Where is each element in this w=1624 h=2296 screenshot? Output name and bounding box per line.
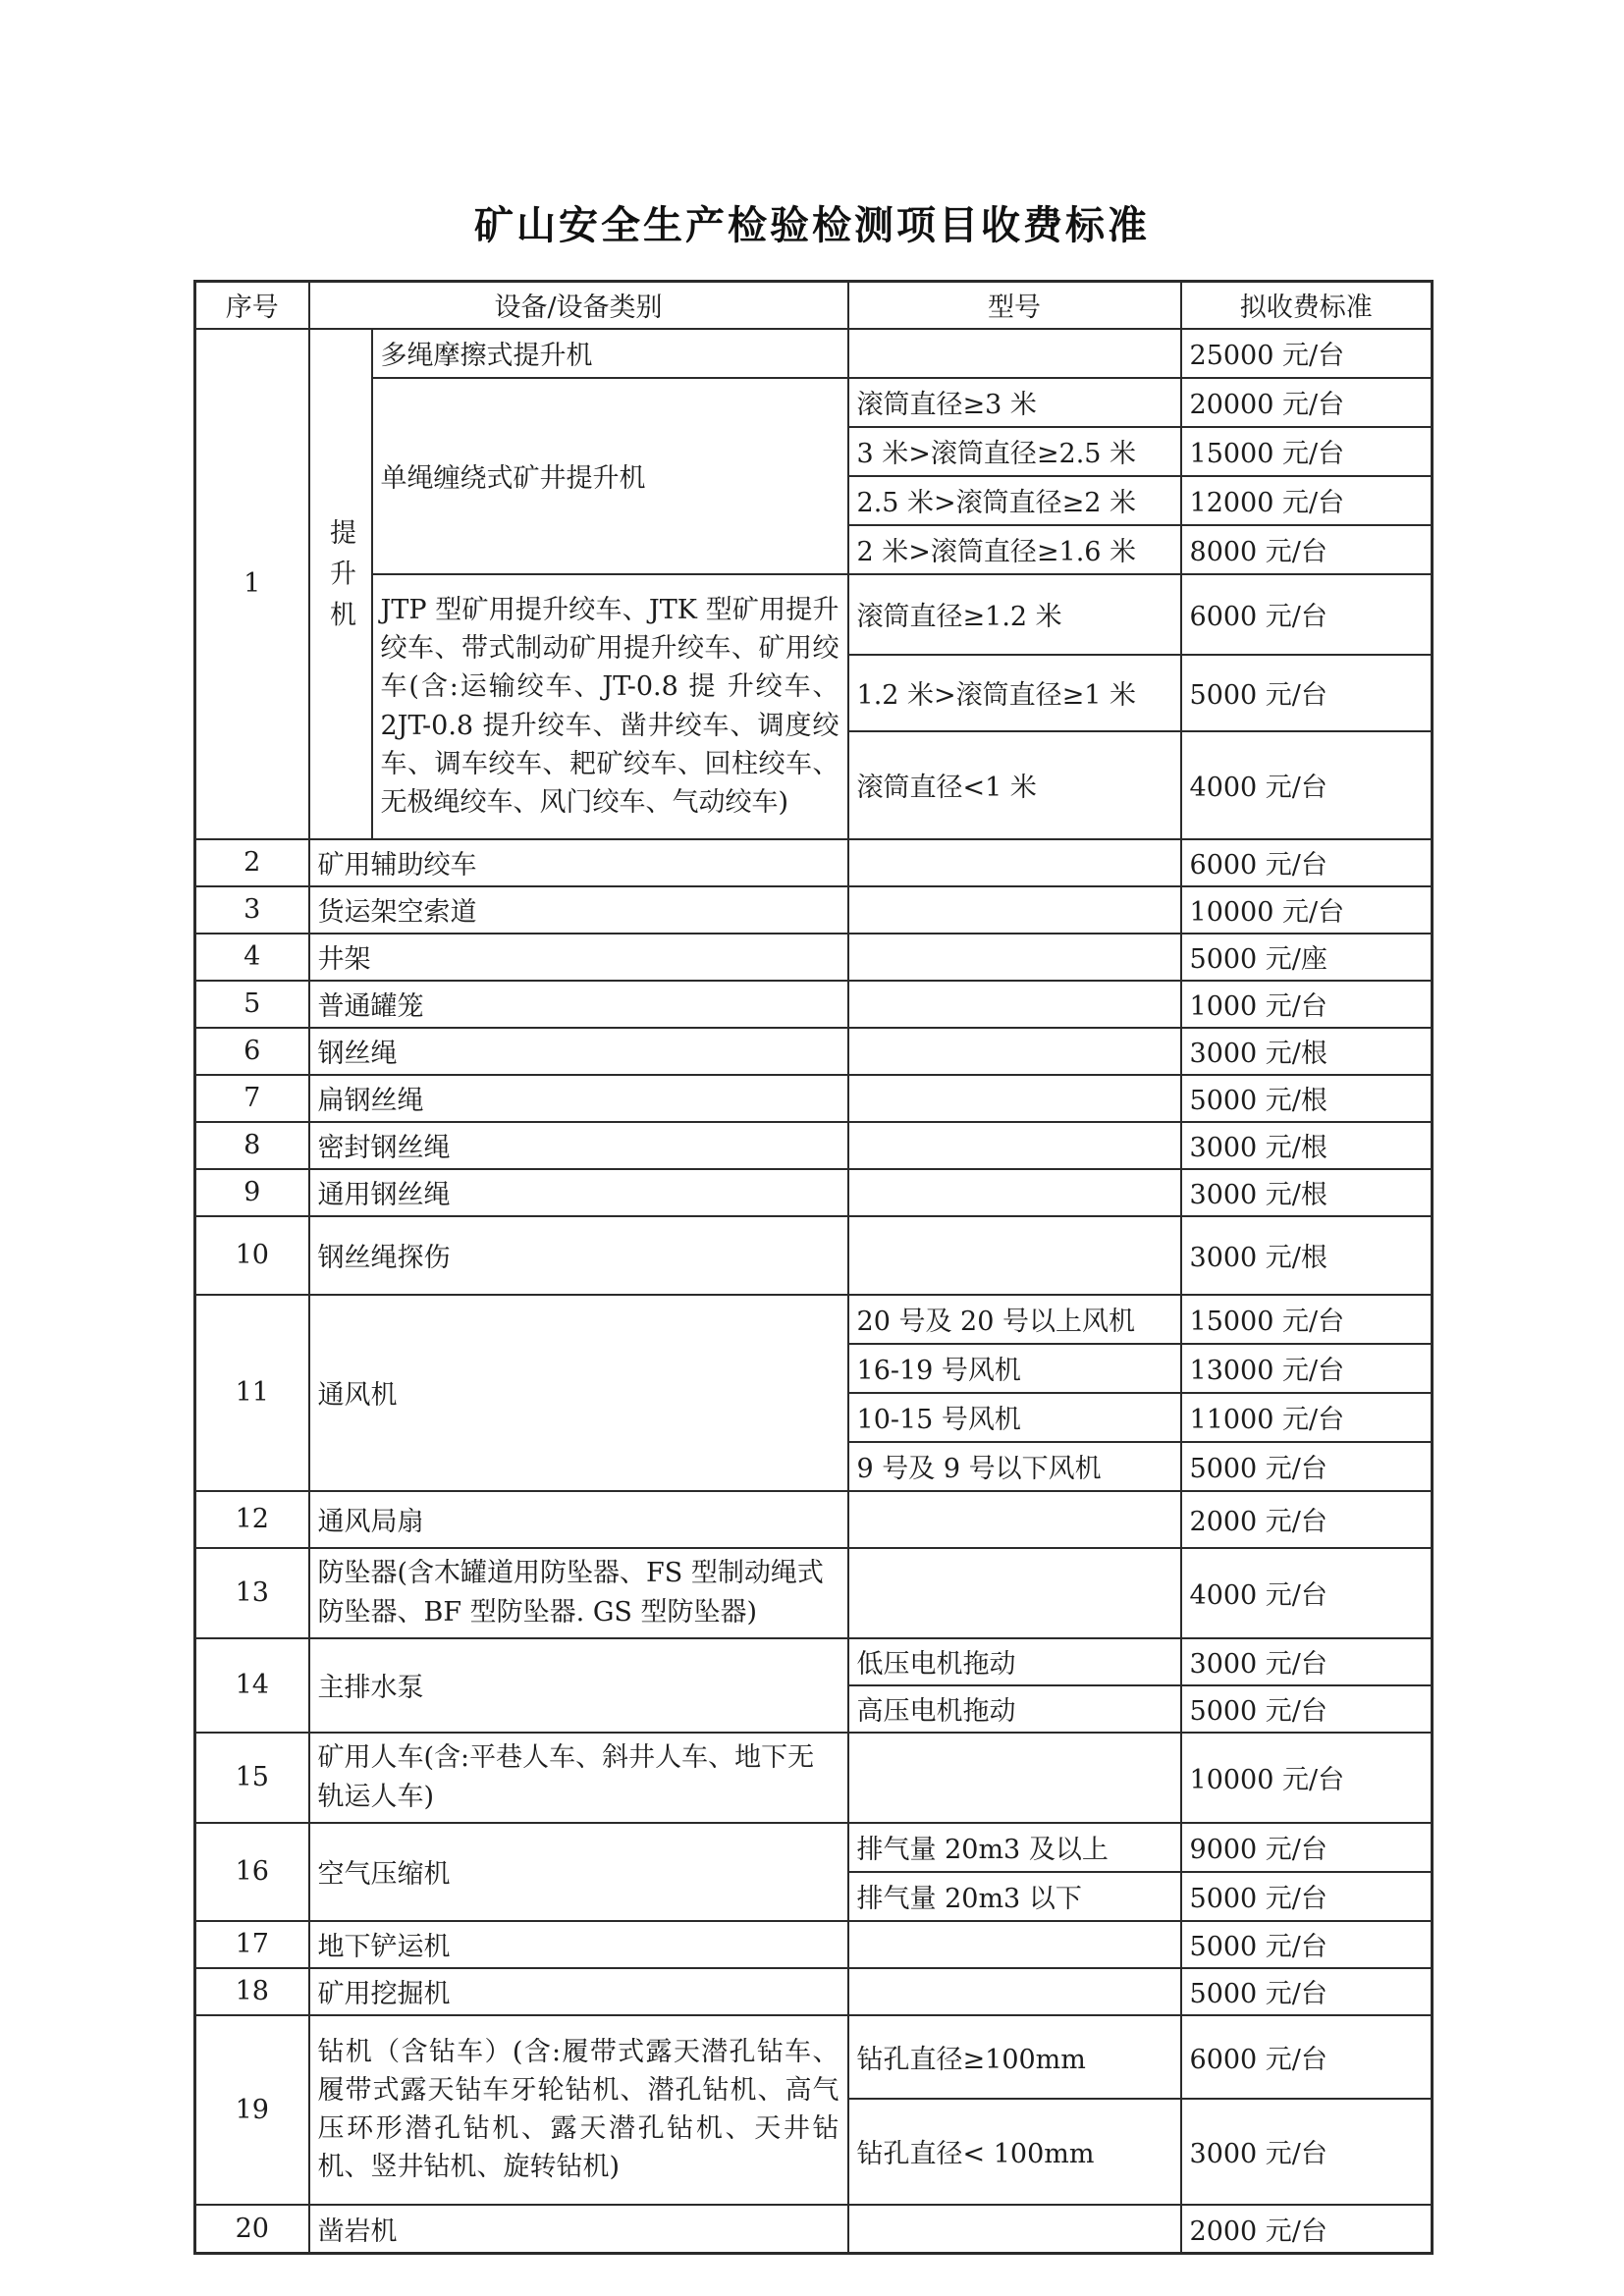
cell-model-empty [848, 1548, 1181, 1638]
table-row [195, 329, 1433, 378]
table-row [195, 839, 1433, 886]
cell-model: 钻孔直径< 100mm [848, 2099, 1181, 2205]
cell-equipment: 主排水泵 [309, 1638, 848, 1733]
table-row [195, 1491, 1433, 1548]
cell-fee: 25000 元/台 [1181, 329, 1433, 378]
cell-equipment: 矿用挖掘机 [309, 1968, 848, 2015]
cell-model-empty [848, 1733, 1181, 1823]
cell-fee: 15000 元/台 [1181, 1295, 1433, 1344]
cell-fee: 4000 元/台 [1181, 731, 1433, 839]
cell-equipment: 货运架空索道 [309, 886, 848, 934]
cell-model-empty [848, 886, 1181, 934]
cell-category-vertical [309, 329, 372, 839]
cell-no: 6 [195, 1028, 309, 1075]
cell-fee: 3000 元/根 [1181, 1028, 1433, 1075]
cell-equipment: 空气压缩机 [309, 1823, 848, 1921]
cell-fee: 13000 元/台 [1181, 1344, 1433, 1393]
table-row [195, 886, 1433, 934]
cell-model: 低压电机拖动 [848, 1638, 1181, 1685]
cell-fee: 5000 元/台 [1181, 1685, 1433, 1733]
cell-fee: 5000 元/台 [1181, 1921, 1433, 1968]
cell-no: 5 [195, 981, 309, 1028]
cell-model: 2 米>滚筒直径≥1.6 米 [848, 525, 1181, 574]
cell-fee: 15000 元/台 [1181, 427, 1433, 476]
cell-equipment: 钻机（含钻车）(含:履带式露天潜孔钻车、履带式露天钻车牙轮钻机、潜孔钻机、高气压环形潜孔钻机、露天潜孔钻机、天井钻机、竖井钻机、旋转钻机) [309, 2015, 848, 2205]
table-row [195, 1638, 1433, 1685]
table-row [195, 1548, 1433, 1638]
cell-equipment: 矿用辅助绞车 [309, 839, 848, 886]
cell-model-empty [848, 1028, 1181, 1075]
cell-equipment: 井架 [309, 934, 848, 981]
cell-fee: 5000 元/台 [1181, 655, 1433, 731]
table-row [195, 934, 1433, 981]
table-row [195, 378, 1433, 427]
table-row [195, 1028, 1433, 1075]
table-row [195, 1075, 1433, 1122]
header-fee: 拟收费标准 [1181, 282, 1433, 329]
cell-no: 12 [195, 1491, 309, 1548]
cell-model: 16-19 号风机 [848, 1344, 1181, 1393]
cell-no: 9 [195, 1169, 309, 1216]
cell-fee: 4000 元/台 [1181, 1548, 1433, 1638]
page-title: 矿山安全生产检验检测项目收费标准 [474, 202, 1150, 248]
cell-model-empty [848, 981, 1181, 1028]
cell-model-empty [848, 1075, 1181, 1122]
header-model: 型号 [848, 282, 1181, 329]
cell-equipment: 通用钢丝绳 [309, 1169, 848, 1216]
cell-equipment: 防坠器(含木罐道用防坠器、FS 型制动绳式防坠器、BF 型防坠器. GS 型防坠器) [309, 1548, 848, 1638]
table-row [195, 1169, 1433, 1216]
cell-model: 高压电机拖动 [848, 1685, 1181, 1733]
cell-model: 排气量 20m3 以下 [848, 1872, 1181, 1921]
cell-fee: 2000 元/台 [1181, 2205, 1433, 2254]
cell-model-empty [848, 1169, 1181, 1216]
table-row [195, 2205, 1433, 2254]
cell-equipment: 单绳缠绕式矿井提升机 [372, 378, 848, 574]
cell-no: 14 [195, 1638, 309, 1733]
cell-equipment: JTP 型矿用提升绞车、JTK 型矿用提升绞车、带式制动矿用提升绞车、矿用绞车(含:运输绞车、JT-0.8 提 升绞车、2JT-0.8 提升绞车、凿井绞车、调度绞车、调车绞车、耙矿绞车、回柱绞车、 无极绳绞车、风门绞车、气动绞车) [372, 574, 848, 839]
cell-model: 20 号及 20 号以上风机 [848, 1295, 1181, 1344]
cell-model: 钻孔直径≥100mm [848, 2015, 1181, 2099]
table-row [195, 1295, 1433, 1344]
cell-model: 滚筒直径≥1.2 米 [848, 574, 1181, 655]
cell-equipment: 普通罐笼 [309, 981, 848, 1028]
cell-equipment: 通风机 [309, 1295, 848, 1491]
cell-fee: 3000 元/台 [1181, 1638, 1433, 1685]
cell-no: 15 [195, 1733, 309, 1823]
fee-table [193, 280, 1434, 2255]
cell-model-empty [848, 934, 1181, 981]
cell-no: 4 [195, 934, 309, 981]
cell-fee: 3000 元/根 [1181, 1216, 1433, 1295]
cell-fee: 3000 元/台 [1181, 2099, 1433, 2205]
cell-model-empty [848, 1968, 1181, 2015]
table-row [195, 1823, 1433, 1872]
cell-no: 20 [195, 2205, 309, 2254]
cell-model: 3 米>滚筒直径≥2.5 米 [848, 427, 1181, 476]
cell-no: 19 [195, 2015, 309, 2205]
cell-model: 1.2 米>滚筒直径≥1 米 [848, 655, 1181, 731]
cell-model-empty [848, 1216, 1181, 1295]
cell-no: 7 [195, 1075, 309, 1122]
cell-fee: 3000 元/根 [1181, 1122, 1433, 1169]
cell-no: 17 [195, 1921, 309, 1968]
cell-model-empty [848, 329, 1181, 378]
cell-equipment: 通风局扇 [309, 1491, 848, 1548]
cell-model-empty [848, 2205, 1181, 2254]
cell-fee: 6000 元/台 [1181, 2015, 1433, 2099]
cell-equipment: 钢丝绳 [309, 1028, 848, 1075]
table-row [195, 1733, 1433, 1823]
cell-equipment: 地下铲运机 [309, 1921, 848, 1968]
cell-fee: 5000 元/台 [1181, 1968, 1433, 2015]
header-no: 序号 [195, 282, 309, 329]
cell-no: 8 [195, 1122, 309, 1169]
cell-fee: 6000 元/台 [1181, 574, 1433, 655]
cell-fee: 10000 元/台 [1181, 886, 1433, 934]
table-row [195, 1216, 1433, 1295]
cell-fee: 5000 元/台 [1181, 1442, 1433, 1491]
cell-model: 10-15 号风机 [848, 1393, 1181, 1442]
cell-equipment: 扁钢丝绳 [309, 1075, 848, 1122]
cell-fee: 5000 元/座 [1181, 934, 1433, 981]
cell-no: 2 [195, 839, 309, 886]
table-header-row [195, 282, 1433, 329]
cell-model: 排气量 20m3 及以上 [848, 1823, 1181, 1872]
cell-model: 2.5 米>滚筒直径≥2 米 [848, 476, 1181, 525]
cell-equipment: 凿岩机 [309, 2205, 848, 2254]
cell-fee: 20000 元/台 [1181, 378, 1433, 427]
cell-model-empty [848, 839, 1181, 886]
cell-fee: 11000 元/台 [1181, 1393, 1433, 1442]
cell-fee: 9000 元/台 [1181, 1823, 1433, 1872]
cell-fee: 5000 元/根 [1181, 1075, 1433, 1122]
cell-no: 13 [195, 1548, 309, 1638]
cell-model-empty [848, 1921, 1181, 1968]
cell-equipment: 钢丝绳探伤 [309, 1216, 848, 1295]
cell-no: 18 [195, 1968, 309, 2015]
table-row [195, 1968, 1433, 2015]
table-row [195, 574, 1433, 655]
cell-no: 16 [195, 1823, 309, 1921]
cell-fee: 12000 元/台 [1181, 476, 1433, 525]
cell-model: 9 号及 9 号以下风机 [848, 1442, 1181, 1491]
cell-model-empty [848, 1122, 1181, 1169]
table-row [195, 1122, 1433, 1169]
cell-equipment: 多绳摩擦式提升机 [372, 329, 848, 378]
cell-equipment: 密封钢丝绳 [309, 1122, 848, 1169]
cell-no: 11 [195, 1295, 309, 1491]
header-equipment: 设备/设备类别 [309, 282, 848, 329]
cell-fee: 10000 元/台 [1181, 1733, 1433, 1823]
cell-equipment: 矿用人车(含:平巷人车、斜井人车、地下无轨运人车) [309, 1733, 848, 1823]
cell-no: 1 [195, 329, 309, 839]
cell-no: 10 [195, 1216, 309, 1295]
cell-no: 3 [195, 886, 309, 934]
cell-model: 滚筒直径≥3 米 [848, 378, 1181, 427]
table-row [195, 2015, 1433, 2099]
cell-model-empty [848, 1491, 1181, 1548]
cell-model: 滚筒直径<1 米 [848, 731, 1181, 839]
cell-fee: 2000 元/台 [1181, 1491, 1433, 1548]
table-row [195, 1921, 1433, 1968]
cell-fee: 5000 元/台 [1181, 1872, 1433, 1921]
cell-fee: 8000 元/台 [1181, 525, 1433, 574]
cell-fee: 1000 元/台 [1181, 981, 1433, 1028]
cell-fee: 3000 元/根 [1181, 1169, 1433, 1216]
cell-fee: 6000 元/台 [1181, 839, 1433, 886]
table-row [195, 981, 1433, 1028]
category-vertical-label: 提升机 [325, 518, 355, 642]
